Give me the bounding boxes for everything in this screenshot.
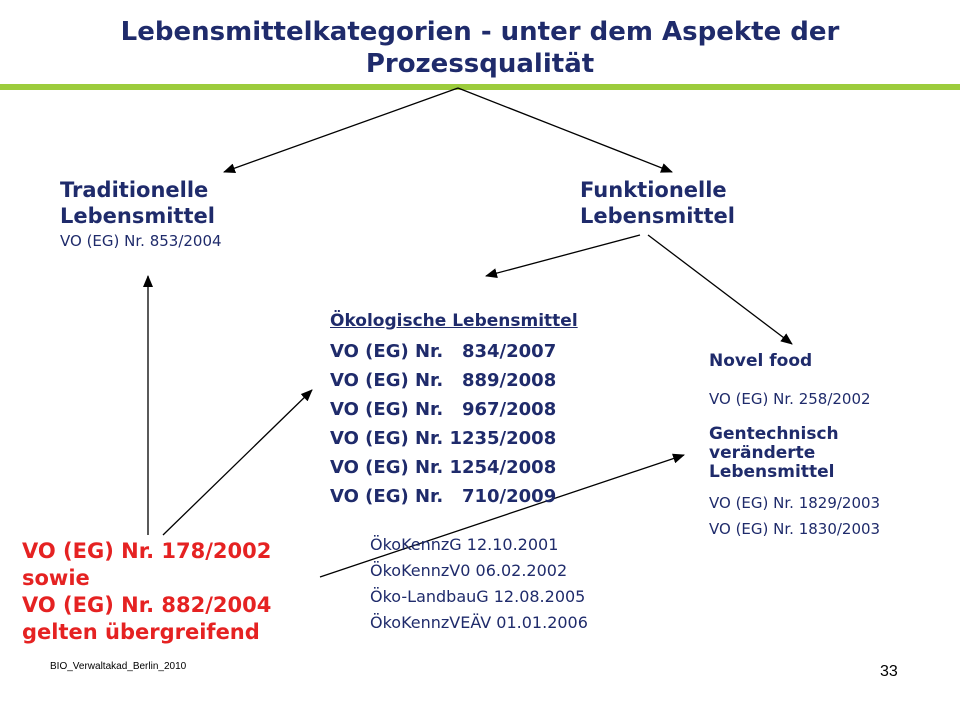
organic-regulation: VO (EG) Nr. 1254/2008: [330, 457, 557, 478]
slide-title: Lebensmittelkategorien - unter dem Aspekte der Prozessqualität: [120, 17, 840, 79]
page-number: 33: [880, 663, 898, 680]
traditional-title-line2: Lebensmittel: [60, 204, 215, 228]
organic-regulation: VO (EG) Nr. 834/2007: [330, 341, 557, 362]
arrow-to-functional: [458, 88, 672, 172]
organic-regulation: VO (EG) Nr. 967/2008: [330, 399, 557, 420]
arrow-to-organic: [486, 235, 640, 276]
organic-regulation: VO (EG) Nr. 889/2008: [330, 370, 557, 391]
footer-source: BIO_Verwaltakad_Berlin_2010: [50, 661, 187, 672]
overarching-line2: sowie: [22, 566, 90, 590]
functional-title-line1: Funktionelle: [580, 178, 727, 202]
national-law: Öko-LandbauG 12.08.2005: [370, 587, 586, 606]
overarching-line4: gelten übergreifend: [22, 620, 260, 644]
gmo-regulation: VO (EG) Nr. 1829/2003: [709, 494, 881, 512]
national-laws-list: [370, 532, 588, 636]
arrow-up-to-organic: [163, 390, 312, 535]
organic-regulation: VO (EG) Nr. 710/2009: [330, 486, 557, 507]
national-law: ÖkoKennzG 12.10.2001: [370, 535, 559, 554]
gmo-heading-line2: veränderte: [709, 443, 816, 463]
organic-regulation: VO (EG) Nr. 1235/2008: [330, 428, 557, 449]
gmo-heading-line1: Gentechnisch: [709, 424, 839, 444]
overarching-regulations: [22, 538, 271, 646]
novel-food-regulation: VO (EG) Nr. 258/2002: [709, 390, 871, 408]
gmo-regulation: VO (EG) Nr. 1830/2003: [709, 520, 881, 538]
traditional-foods-block: [60, 177, 222, 251]
organic-foods-block: [330, 311, 578, 511]
novel-food-heading: Novel food: [709, 351, 813, 371]
national-law: ÖkoKennzVEÄV 01.01.2006: [370, 613, 588, 632]
overarching-line3: VO (EG) Nr. 882/2004: [22, 593, 272, 617]
organic-regulation-list: [330, 337, 578, 511]
gmo-heading-line3: Lebensmittel: [709, 462, 835, 482]
arrow-to-novel-food: [648, 235, 792, 344]
novel-food-block: [709, 351, 871, 409]
arrow-to-traditional: [224, 88, 458, 172]
traditional-regulation: VO (EG) Nr. 853/2004: [60, 232, 222, 250]
organic-heading: Ökologische Lebensmittel: [330, 311, 578, 331]
overarching-line1: VO (EG) Nr. 178/2002: [22, 539, 272, 563]
traditional-title-line1: Traditionelle: [60, 178, 209, 202]
national-law: ÖkoKennzV0 06.02.2002: [370, 561, 568, 580]
gmo-foods-block: [709, 425, 880, 542]
functional-title-line2: Lebensmittel: [580, 204, 735, 228]
functional-foods-block: [580, 177, 735, 229]
